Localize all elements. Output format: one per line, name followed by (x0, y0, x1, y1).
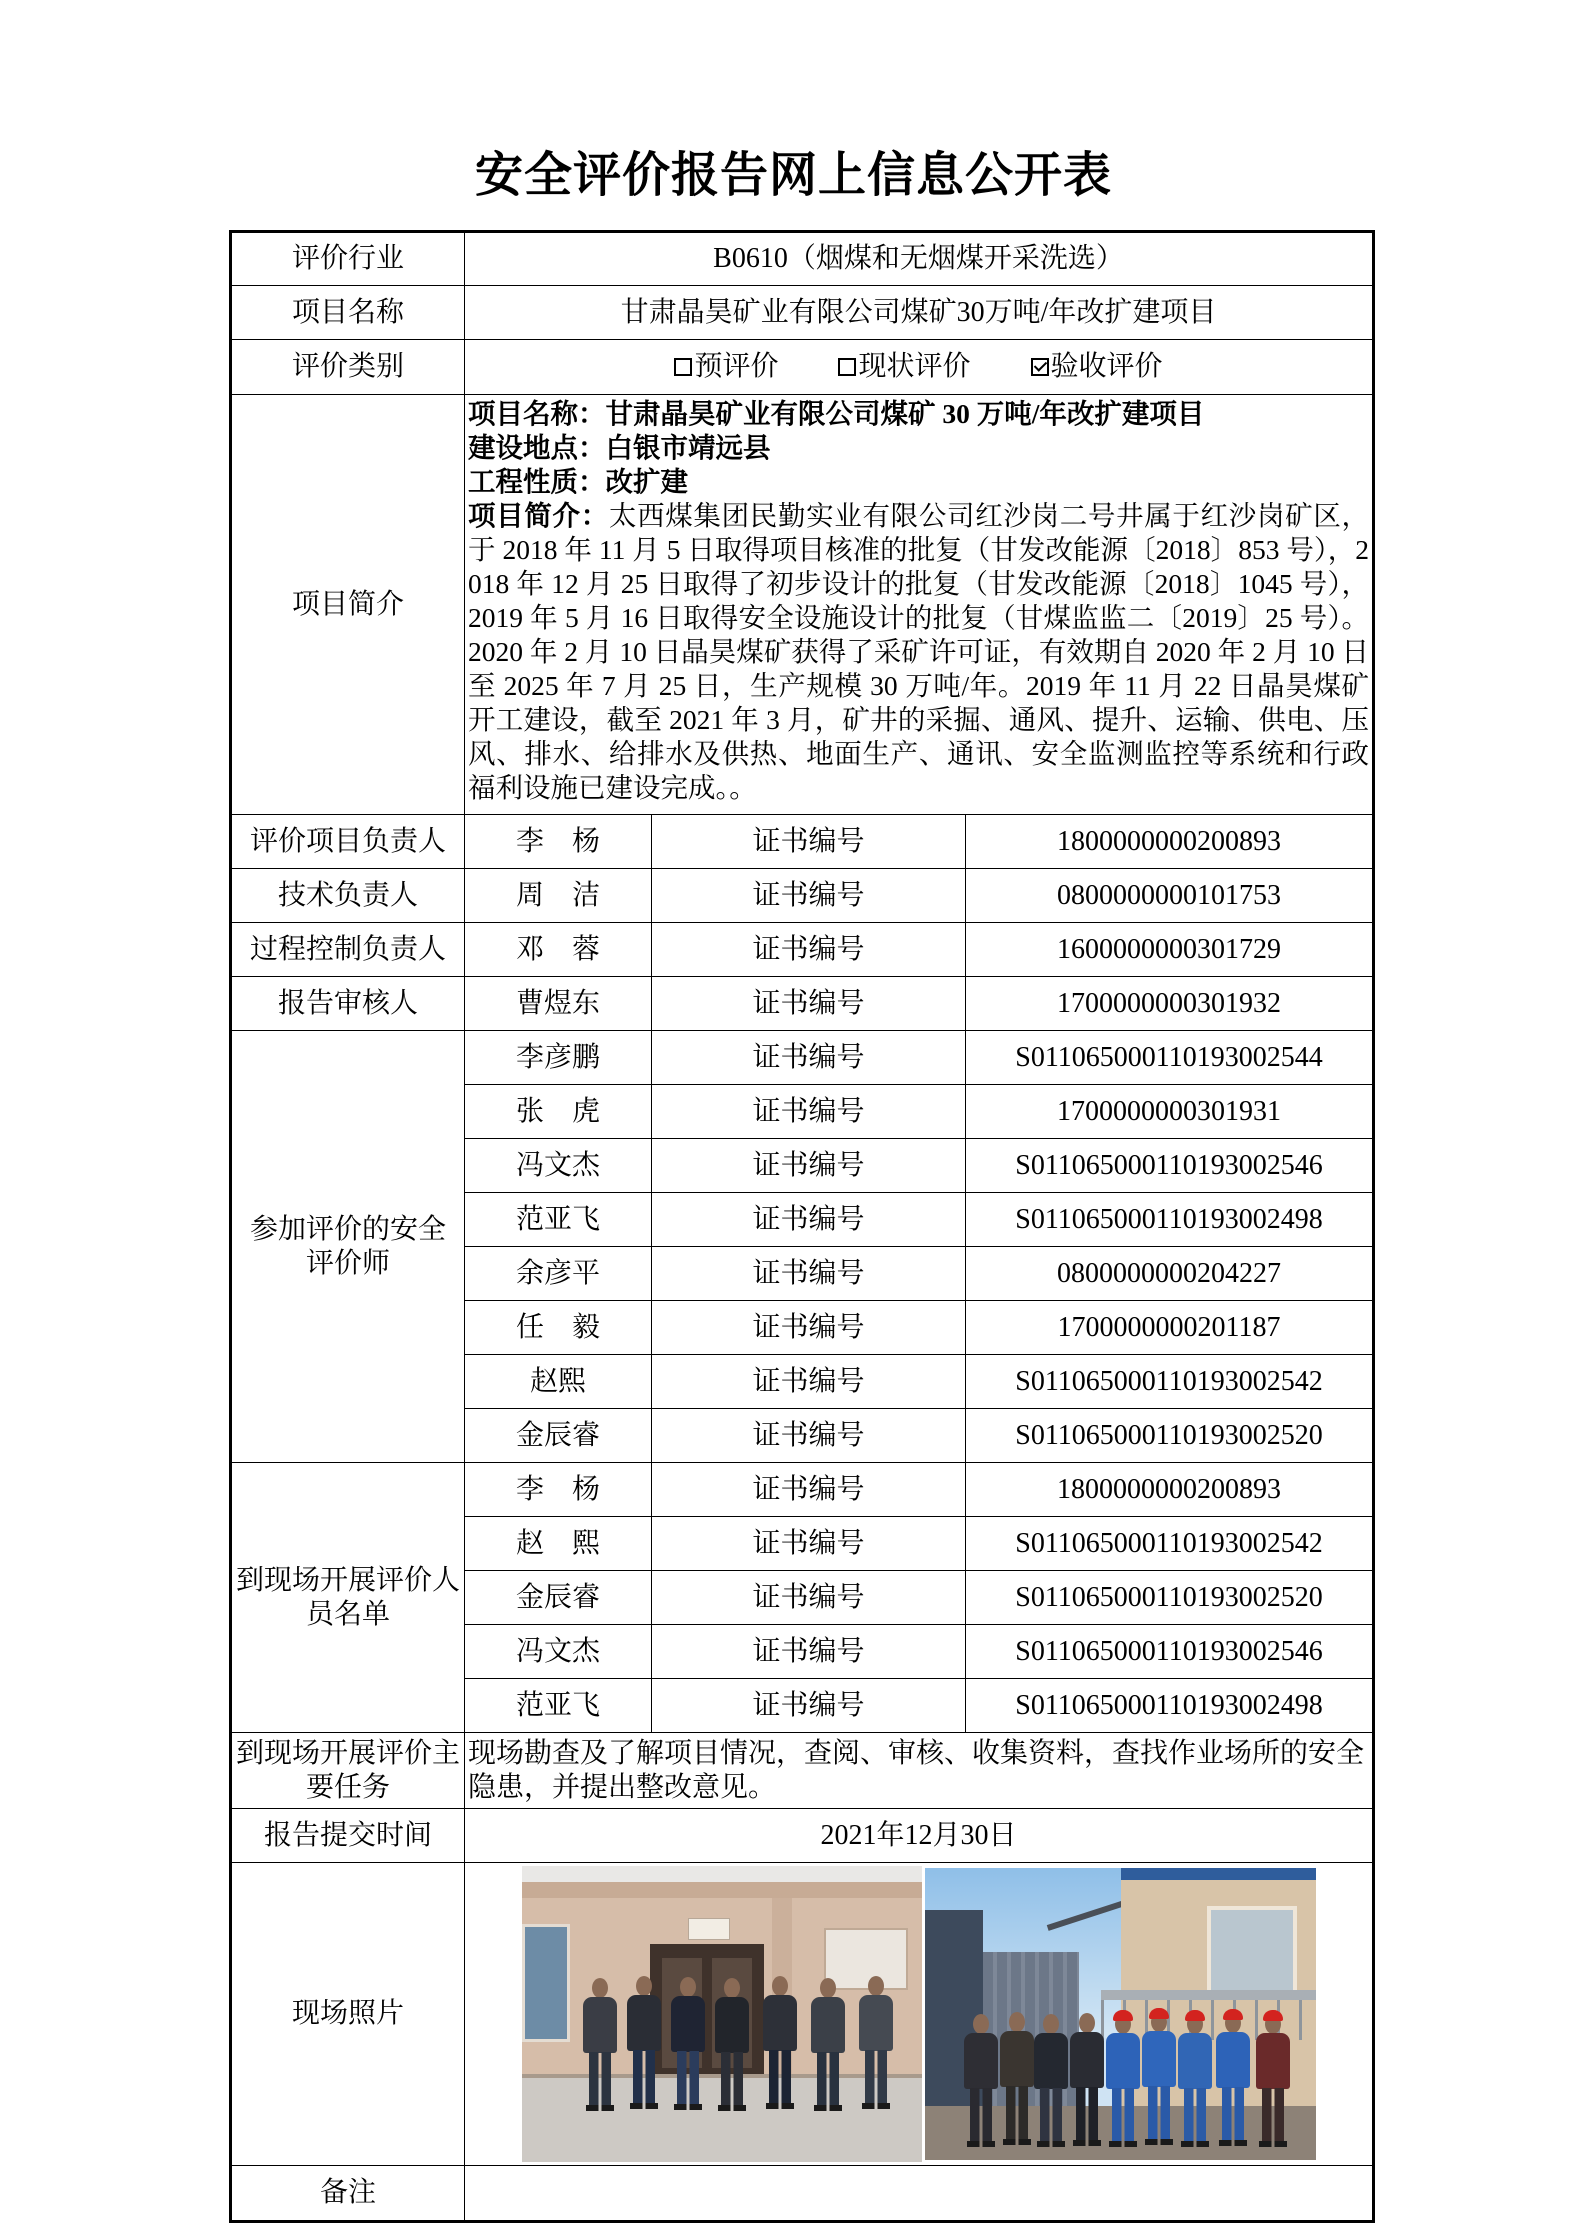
cert-label: 证书编号 (652, 1085, 966, 1139)
option-label: 现状评价 (858, 351, 971, 382)
cert-label: 证书编号 (652, 1301, 966, 1355)
cert-number: 1700000000201187 (966, 1301, 1374, 1355)
worker-figure (1253, 2014, 1293, 2147)
onsite-member-name: 李 杨 (465, 1463, 652, 1517)
summary-line (468, 397, 1369, 431)
row-remarks (231, 2166, 1374, 2222)
worker-figure (1213, 2013, 1253, 2146)
cert-number: S011065000110193002544 (966, 1031, 1374, 1085)
cert-label: 证书编号 (652, 1409, 966, 1463)
industry-label: 评价行业 (231, 232, 465, 286)
cert-label: 证书编号 (652, 977, 966, 1031)
assessor-name: 任 毅 (465, 1301, 652, 1355)
person-name: 曹煜东 (465, 977, 652, 1031)
building-window (1207, 1906, 1297, 1994)
person-name: 周 洁 (465, 869, 652, 923)
document-title: 安全评价报告网上信息公开表 (474, 149, 1112, 202)
role-label: 技术负责人 (231, 869, 465, 923)
summary-label: 项目简介 (231, 395, 465, 815)
summary-key: 项目名称： (468, 398, 606, 429)
assessor-name: 赵熙 (465, 1355, 652, 1409)
cert-label: 证书编号 (652, 1571, 966, 1625)
worker-figure (1175, 2014, 1215, 2147)
wall-band (522, 1882, 922, 1898)
person-name: 邓 蓉 (465, 923, 652, 977)
row-person (231, 815, 1374, 869)
cert-label: 证书编号 (652, 1355, 966, 1409)
project-name-label: 项目名称 (231, 286, 465, 340)
remarks-value (465, 2166, 1374, 2222)
option-acceptance-evaluation (1031, 350, 1163, 384)
person-figure (961, 2014, 1001, 2147)
onsite-task-value: 现场勘查及了解项目情况，查阅、审核、收集资料，查找作业场所的安全隐患，并提出整改意见。 (465, 1733, 1374, 1809)
cert-label: 证书编号 (652, 1031, 966, 1085)
summary-intro (468, 499, 1369, 805)
assessor-name: 余彦平 (465, 1247, 652, 1301)
cert-label: 证书编号 (652, 923, 966, 977)
option-status-evaluation (838, 350, 970, 384)
onsite-task-label: 到现场开展评价主要任务 (231, 1733, 465, 1809)
row-assessor (231, 1031, 1374, 1085)
cert-number: S011065000110193002498 (966, 1679, 1374, 1733)
cert-number: S011065000110193002546 (966, 1139, 1374, 1193)
cert-number: 1700000000301931 (966, 1085, 1374, 1139)
submit-time-label: 报告提交时间 (231, 1809, 465, 1863)
site-photo-entrance (522, 1866, 922, 2162)
assessors-label: 参加评价的安全评价师 (231, 1031, 465, 1463)
cert-label: 证书编号 (652, 869, 966, 923)
row-industry (231, 232, 1374, 286)
person-name: 李 杨 (465, 815, 652, 869)
summary-line (468, 465, 1369, 499)
checked-checkbox-icon (1031, 358, 1049, 376)
onsite-member-name: 范亚飞 (465, 1679, 652, 1733)
summary-key: 建设地点： (468, 432, 606, 463)
cert-number: 0800000000101753 (966, 869, 1374, 923)
eval-type-label: 评价类别 (231, 340, 465, 395)
summary-line (468, 431, 1369, 465)
assessor-name: 范亚飞 (465, 1193, 652, 1247)
option-pre-evaluation (674, 350, 778, 384)
cert-number: 0800000000204227 (966, 1247, 1374, 1301)
cert-label: 证书编号 (652, 1517, 966, 1571)
cert-number: 1800000000200893 (966, 1463, 1374, 1517)
row-photos (231, 1863, 1374, 2166)
summary-value: 白银市靖远县 (605, 432, 771, 463)
person-figure (712, 1978, 752, 2111)
cert-label: 证书编号 (652, 1625, 966, 1679)
door-sign (688, 1918, 730, 1940)
person-figure (808, 1978, 848, 2111)
cert-label: 证书编号 (652, 1139, 966, 1193)
summary-intro-text: 太西煤集团民勤实业有限公司红沙岗二号井属于红沙岗矿区，于 2018 年 11 月 5 日取得项目核准的批复（甘发改能源〔2018〕853 号），2018 年 12 月 25 日取得了初步设计的批复（甘发改能源〔2018〕1045 号），2019 年 5 月 16 日取得安全设施设计的批复（甘煤监监二〔2019〕25 号）。2020 年 2 月 10 日晶昊煤矿获得了采矿许可证，有效期自 2020 年 2 月 10 日至 2025 年 7 月 25 日，生产规模 30 万吨/年。2019 年 11 月 22 日晶昊煤矿开工建设，截至 2021 年 3 月，矿井的采掘、通风、提升、运输、供电、压风、排水、给排水及供热、地面生产、通讯、安全监测监控等系统和行政福利设施已建设完成。。 (468, 500, 1369, 803)
row-onsite-task (231, 1733, 1374, 1809)
checkbox-icon (838, 358, 856, 376)
cert-number: S011065000110193002520 (966, 1571, 1374, 1625)
cert-number: S011065000110193002542 (966, 1517, 1374, 1571)
sky-strip (522, 1866, 922, 1882)
worker-figure (1103, 2014, 1143, 2147)
assessor-name: 李彦鹏 (465, 1031, 652, 1085)
cert-label: 证书编号 (652, 1193, 966, 1247)
person-figure (856, 1976, 896, 2109)
person-figure (580, 1978, 620, 2111)
industry-value: B0610（烟煤和无烟煤开采洗选） (465, 232, 1374, 286)
summary-value: 改扩建 (605, 466, 688, 497)
cert-number: S011065000110193002498 (966, 1193, 1374, 1247)
person-figure (760, 1976, 800, 2109)
cert-label: 证书编号 (652, 1679, 966, 1733)
onsite-member-name: 金辰睿 (465, 1571, 652, 1625)
row-submit-time (231, 1809, 1374, 1863)
onsite-member-name: 冯文杰 (465, 1625, 652, 1679)
cert-number: 1800000000200893 (966, 815, 1374, 869)
cert-number: 1600000000301729 (966, 923, 1374, 977)
role-label: 评价项目负责人 (231, 815, 465, 869)
cert-label: 证书编号 (652, 1463, 966, 1517)
summary-intro-key: 项目简介： (468, 500, 609, 531)
person-figure (1067, 2013, 1107, 2146)
info-table (229, 230, 1375, 2223)
submit-time-value: 2021年12月30日 (465, 1809, 1374, 1863)
eval-type-options (465, 340, 1374, 395)
window-left (522, 1924, 570, 2042)
onsite-label: 到现场开展评价人员名单 (231, 1463, 465, 1733)
checkbox-icon (674, 358, 692, 376)
summary-text-block (468, 395, 1369, 811)
cert-label: 证书编号 (652, 1247, 966, 1301)
cert-number: S011065000110193002546 (966, 1625, 1374, 1679)
summary-content (465, 395, 1374, 815)
row-project-name (231, 286, 1374, 340)
remarks-label: 备注 (231, 2166, 465, 2222)
row-eval-type (231, 340, 1374, 395)
row-summary (231, 395, 1374, 815)
row-person (231, 923, 1374, 977)
cert-number: S011065000110193002542 (966, 1355, 1374, 1409)
option-label: 预评价 (694, 351, 779, 382)
assessor-name: 冯文杰 (465, 1139, 652, 1193)
row-person (231, 869, 1374, 923)
person-figure (668, 1977, 708, 2110)
awning (1101, 1990, 1316, 2000)
onsite-member-name: 赵 熙 (465, 1517, 652, 1571)
eval-type-option-group (468, 350, 1369, 384)
photos-label: 现场照片 (231, 1863, 465, 2166)
assessor-name: 金辰睿 (465, 1409, 652, 1463)
roof-trim (1121, 1868, 1316, 1880)
project-name-value: 甘肃晶昊矿业有限公司煤矿30万吨/年改扩建项目 (465, 286, 1374, 340)
photo-gallery (465, 1863, 1372, 2165)
person-figure (1031, 2014, 1071, 2147)
cert-label: 证书编号 (652, 815, 966, 869)
cert-number: 1700000000301932 (966, 977, 1374, 1031)
row-onsite-member (231, 1463, 1374, 1517)
person-figure (624, 1976, 664, 2109)
row-person (231, 977, 1374, 1031)
role-label: 报告审核人 (231, 977, 465, 1031)
worker-figure (1139, 2012, 1179, 2145)
option-label: 验收评价 (1050, 351, 1163, 382)
summary-key: 工程性质： (468, 466, 606, 497)
photos-cell (465, 1863, 1374, 2166)
assessor-name: 张 虎 (465, 1085, 652, 1139)
role-label: 过程控制负责人 (231, 923, 465, 977)
cert-number: S011065000110193002520 (966, 1409, 1374, 1463)
summary-value: 甘肃晶昊矿业有限公司煤矿 30 万吨/年改扩建项目 (605, 398, 1205, 429)
site-photo-workers (925, 1868, 1316, 2160)
